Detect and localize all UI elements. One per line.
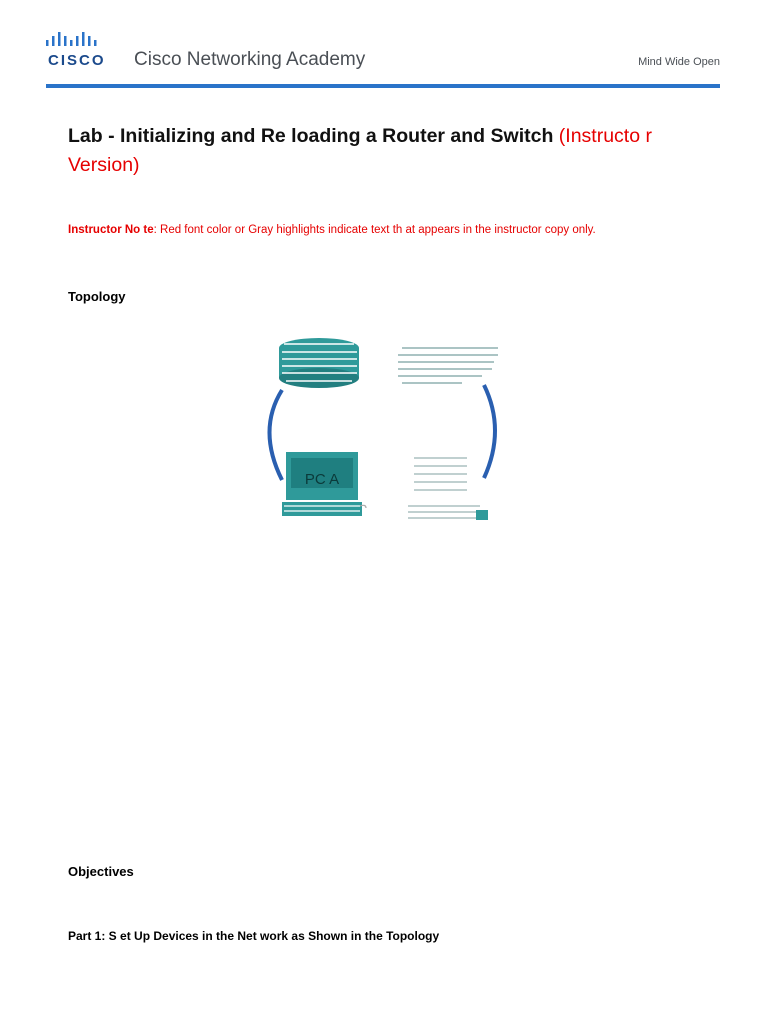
header-rule bbox=[46, 84, 720, 88]
title-main: Lab - Initializing and Re loading a Router and Switch bbox=[68, 125, 559, 147]
pc-b-icon bbox=[408, 458, 488, 520]
topology-diagram bbox=[262, 330, 512, 530]
console-cable-left bbox=[270, 390, 283, 480]
console-cable-right bbox=[484, 385, 495, 478]
objectives-heading: Objectives bbox=[68, 864, 134, 879]
objective-part-1: Part 1: S et Up Devices in the Net work as Shown in the Topology bbox=[68, 929, 440, 943]
topology-heading: Topology bbox=[68, 289, 126, 304]
instructor-note-text: : Red font color or Gray highlights indicate text th at appears in the instructor copy only. bbox=[153, 224, 596, 236]
page-header bbox=[0, 0, 768, 90]
instructor-note-label: Instructor No te bbox=[68, 224, 154, 236]
instructor-note bbox=[68, 224, 596, 236]
tagline: Mind Wide Open bbox=[638, 56, 720, 68]
title-instructor-version: (Instructo r Version) bbox=[68, 125, 652, 176]
switch-icon bbox=[398, 348, 498, 383]
pc-a-label: PC A bbox=[304, 471, 340, 488]
academy-name: Cisco Networking Academy bbox=[134, 49, 366, 70]
page-title bbox=[68, 122, 708, 180]
router-icon bbox=[279, 338, 359, 388]
cisco-wordmark: CISCO bbox=[48, 52, 106, 69]
pc-a-icon bbox=[282, 452, 366, 518]
